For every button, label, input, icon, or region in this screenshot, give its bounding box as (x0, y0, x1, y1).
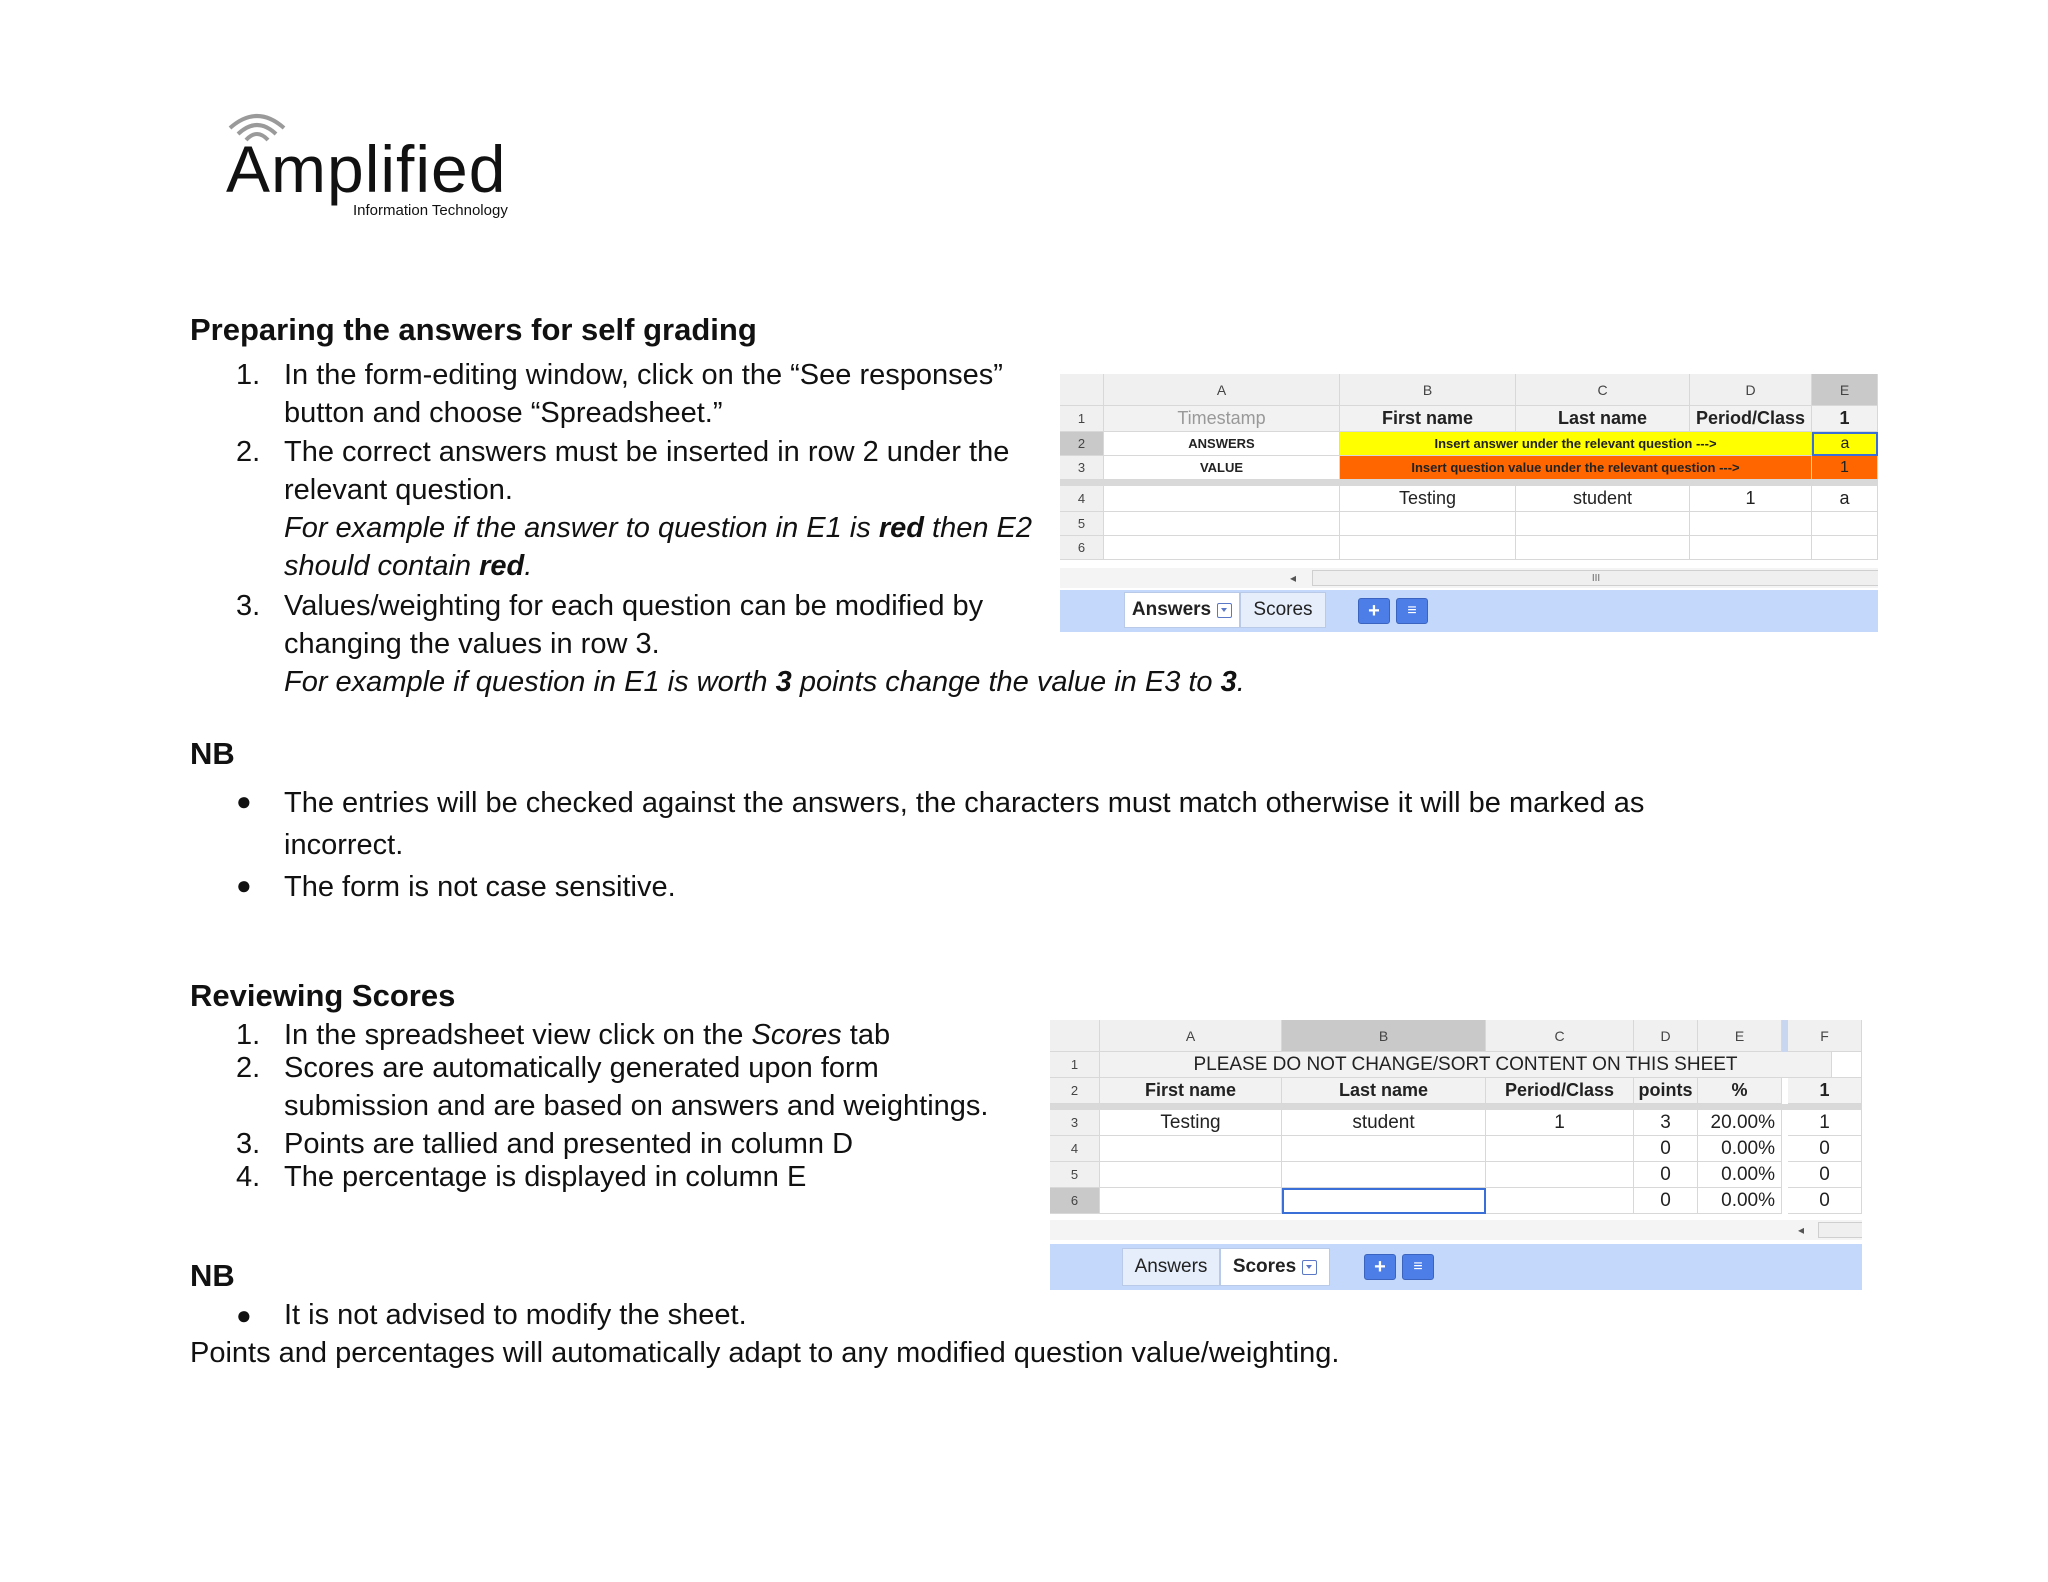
cell-a3[interactable]: VALUE (1104, 456, 1340, 480)
column-header[interactable]: E (1812, 374, 1878, 406)
cell-f3[interactable]: 1 (1788, 1110, 1862, 1136)
cell-d5[interactable]: 0 (1634, 1162, 1698, 1188)
empty-cell[interactable] (1340, 536, 1516, 560)
cell-d4[interactable]: 1 (1690, 486, 1812, 512)
empty-cell[interactable] (1690, 512, 1812, 536)
row-header[interactable]: 4 (1060, 486, 1104, 512)
section-title-preparing: Preparing the answers for self grading (190, 312, 757, 347)
cell-c2[interactable]: Period/Class (1486, 1078, 1634, 1104)
example-line (284, 547, 1032, 585)
bullet-icon: ● (236, 1300, 252, 1330)
column-header[interactable]: F (1788, 1020, 1862, 1052)
example-text: . (1236, 666, 1245, 698)
cell-a3[interactable]: Testing (1100, 1110, 1282, 1136)
empty-cell[interactable] (1100, 1136, 1282, 1162)
example-bold: 3 (775, 666, 792, 698)
example-text: should contain (284, 550, 480, 582)
nb-bullet: It is not advised to modify the sheet. (284, 1299, 747, 1331)
cell-a2[interactable]: ANSWERS (1104, 432, 1340, 456)
sheet-corner (1050, 1020, 1100, 1052)
row-header[interactable]: 1 (1050, 1052, 1100, 1078)
column-header[interactable]: B (1340, 374, 1516, 406)
logo-wordmark: Amplified (226, 132, 507, 206)
row-header[interactable]: 1 (1060, 406, 1104, 432)
step-text: Points are tallied and presented in column D (284, 1128, 854, 1160)
cell-d3[interactable]: 3 (1634, 1110, 1698, 1136)
scrollbar-thumb[interactable] (1818, 1222, 1862, 1238)
cell-f2[interactable]: 1 (1788, 1078, 1862, 1104)
nb-note: Points and percentages will automatically adapt to any modified question value/weighting. (190, 1337, 1340, 1369)
amplified-logo (226, 104, 546, 224)
scrollbar-track[interactable] (1050, 1220, 1862, 1240)
cell-e2-selected[interactable]: a (1812, 432, 1878, 456)
add-sheet-icon[interactable]: + (1358, 598, 1390, 624)
column-header[interactable]: C (1516, 374, 1690, 406)
cell-d2[interactable]: points (1634, 1078, 1698, 1104)
cell-e3[interactable]: 1 (1812, 456, 1878, 480)
column-header[interactable]: B (1282, 1020, 1486, 1052)
warning-banner[interactable]: PLEASE DO NOT CHANGE/SORT CONTENT ON THIS SHEET (1100, 1052, 1832, 1078)
step-line: relevant question. (284, 474, 513, 506)
cell-f5[interactable]: 0 (1788, 1162, 1862, 1188)
step-line: button and choose “Spreadsheet.” (284, 397, 723, 429)
row-header[interactable]: 2 (1060, 432, 1104, 456)
empty-cell[interactable] (1100, 1188, 1282, 1214)
step-text (284, 433, 1032, 585)
cell-e4[interactable]: 0.00% (1698, 1136, 1782, 1162)
example-bold: red (479, 550, 525, 582)
example-text: . (524, 550, 533, 582)
column-header[interactable]: C (1486, 1020, 1634, 1052)
cell-a1[interactable]: Timestamp (1104, 406, 1340, 432)
step-number: 4. (236, 1161, 261, 1193)
empty-cell[interactable] (1486, 1136, 1634, 1162)
step-line: changing the values in row 3. (284, 628, 660, 660)
empty-cell[interactable] (1812, 536, 1878, 560)
cell-d6[interactable]: 0 (1634, 1188, 1698, 1214)
section-title-reviewing: Reviewing Scores (190, 978, 456, 1013)
bullet-icon: ● (236, 786, 252, 816)
sheet-list-icon[interactable]: ≡ (1402, 1254, 1434, 1280)
empty-cell[interactable] (1812, 512, 1878, 536)
tab-answers[interactable]: Answers (1122, 1248, 1220, 1286)
column-header[interactable]: D (1690, 374, 1812, 406)
column-header[interactable]: A (1100, 1020, 1282, 1052)
empty-cell[interactable] (1104, 512, 1340, 536)
cell-a4[interactable] (1104, 486, 1340, 512)
step-text-italic: Scores (751, 1019, 842, 1051)
step-text (284, 1049, 988, 1125)
nb-bullet (284, 866, 676, 908)
cell-c3[interactable]: 1 (1486, 1110, 1634, 1136)
bullet-line: The entries will be checked against the answers, the characters must match otherwise it will be marked as (284, 787, 1645, 819)
tab-scores[interactable] (1220, 1248, 1330, 1286)
sheet-list-icon[interactable]: ≡ (1396, 598, 1428, 624)
empty-cell[interactable] (1104, 536, 1340, 560)
empty-cell[interactable] (1832, 1052, 1862, 1078)
row-header[interactable]: 3 (1050, 1110, 1100, 1136)
value-instruction-cell[interactable]: Insert question value under the relevant question ---> (1340, 456, 1812, 480)
example-line (284, 509, 1032, 547)
step-number: 3. (236, 1128, 261, 1160)
tab-label: Answers (1131, 599, 1212, 620)
cell-d4[interactable]: 0 (1634, 1136, 1698, 1162)
scores-sheet-screenshot (1050, 1020, 1862, 1290)
cell-b4[interactable]: Testing (1340, 486, 1516, 512)
tab-scores[interactable]: Scores (1240, 592, 1326, 628)
cell-e5[interactable]: 0.00% (1698, 1162, 1782, 1188)
cell-b2[interactable]: Last name (1282, 1078, 1486, 1104)
row-header[interactable]: 5 (1050, 1162, 1100, 1188)
cell-e3[interactable]: 20.00% (1698, 1110, 1782, 1136)
scrollbar-thumb[interactable]: III (1312, 570, 1878, 586)
empty-cell[interactable] (1282, 1162, 1486, 1188)
row-header[interactable]: 6 (1050, 1188, 1100, 1214)
column-header[interactable]: A (1104, 374, 1340, 406)
nb-bullet (284, 782, 1884, 866)
column-header[interactable]: E (1698, 1020, 1782, 1052)
row-header[interactable]: 3 (1060, 456, 1104, 480)
example-bold: 3 (1220, 666, 1237, 698)
bullet-line: The form is not case sensitive. (284, 871, 676, 903)
cell-b3[interactable]: student (1282, 1110, 1486, 1136)
step-number: 1. (236, 359, 261, 391)
cell-f6[interactable]: 0 (1788, 1188, 1862, 1214)
step-text-part: In the spreadsheet view click on the (284, 1019, 752, 1051)
column-header[interactable]: D (1634, 1020, 1698, 1052)
step-line: submission and are based on answers and weightings. (284, 1090, 989, 1122)
cell-f4[interactable]: 0 (1788, 1136, 1862, 1162)
cell-d1[interactable]: Period/Class (1690, 406, 1812, 432)
empty-cell[interactable] (1516, 536, 1690, 560)
cell-e6[interactable]: 0.00% (1698, 1188, 1782, 1214)
empty-cell[interactable] (1340, 512, 1516, 536)
cell-e2[interactable]: % (1698, 1078, 1782, 1104)
empty-cell[interactable] (1690, 536, 1812, 560)
selected-cell-b6[interactable] (1282, 1188, 1486, 1214)
cell-e1[interactable]: 1 (1812, 406, 1878, 432)
empty-cell[interactable] (1516, 512, 1690, 536)
step-number: 1. (236, 1019, 261, 1051)
empty-cell[interactable] (1486, 1162, 1634, 1188)
tab-answers[interactable] (1124, 592, 1240, 628)
logo-tagline: Information Technology (353, 202, 508, 219)
step-text: The percentage is displayed in column E (284, 1161, 807, 1193)
row-header[interactable]: 5 (1060, 512, 1104, 536)
sheet-corner (1060, 374, 1104, 406)
cell-c1[interactable]: Last name (1516, 406, 1690, 432)
add-sheet-icon[interactable]: + (1364, 1254, 1396, 1280)
empty-cell[interactable] (1486, 1188, 1634, 1214)
cell-b1[interactable]: First name (1340, 406, 1516, 432)
tab-label: Scores (1232, 1256, 1297, 1277)
row-header[interactable]: 4 (1050, 1136, 1100, 1162)
cell-c4[interactable]: student (1516, 486, 1690, 512)
answers-instruction-cell[interactable]: Insert answer under the relevant question ---> (1340, 432, 1812, 456)
nb-heading: NB (190, 736, 235, 771)
tab-dropdown-icon[interactable] (1217, 603, 1232, 618)
scroll-left-icon[interactable]: ◂ (1290, 571, 1297, 585)
cell-a2[interactable]: First name (1100, 1078, 1282, 1104)
step-line: Values/weighting for each question can be modified by (284, 590, 984, 622)
step-text (284, 356, 1003, 432)
example-text: then E2 (923, 512, 1032, 544)
row-header[interactable]: 6 (1060, 536, 1104, 560)
step-number: 2. (236, 436, 261, 468)
bullet-line: incorrect. (284, 829, 404, 861)
row-header[interactable]: 2 (1050, 1078, 1100, 1104)
step-text-part: tab (841, 1019, 891, 1051)
empty-cell[interactable] (1100, 1162, 1282, 1188)
bullet-icon: ● (236, 870, 252, 900)
example-text: For example if question in E1 is worth (284, 666, 776, 698)
step-number: 2. (236, 1052, 261, 1084)
empty-cell[interactable] (1282, 1136, 1486, 1162)
tab-dropdown-icon[interactable] (1302, 1260, 1317, 1275)
answers-sheet-screenshot (1060, 374, 1878, 632)
step-line: The correct answers must be inserted in row 2 under the (284, 436, 1010, 468)
step-line: Scores are automatically generated upon form (284, 1052, 879, 1084)
example-text: points change the value in E3 to (791, 666, 1221, 698)
step-line: In the form-editing window, click on the “See responses” (284, 359, 1003, 391)
scroll-left-icon[interactable]: ◂ (1798, 1223, 1805, 1237)
example-text: For example if the answer to question in E1 is (284, 512, 879, 544)
nb-heading: NB (190, 1258, 235, 1293)
step-number: 3. (236, 590, 261, 622)
cell-e4[interactable]: a (1812, 486, 1878, 512)
example-bold: red (878, 512, 924, 544)
example-line (284, 663, 1245, 701)
